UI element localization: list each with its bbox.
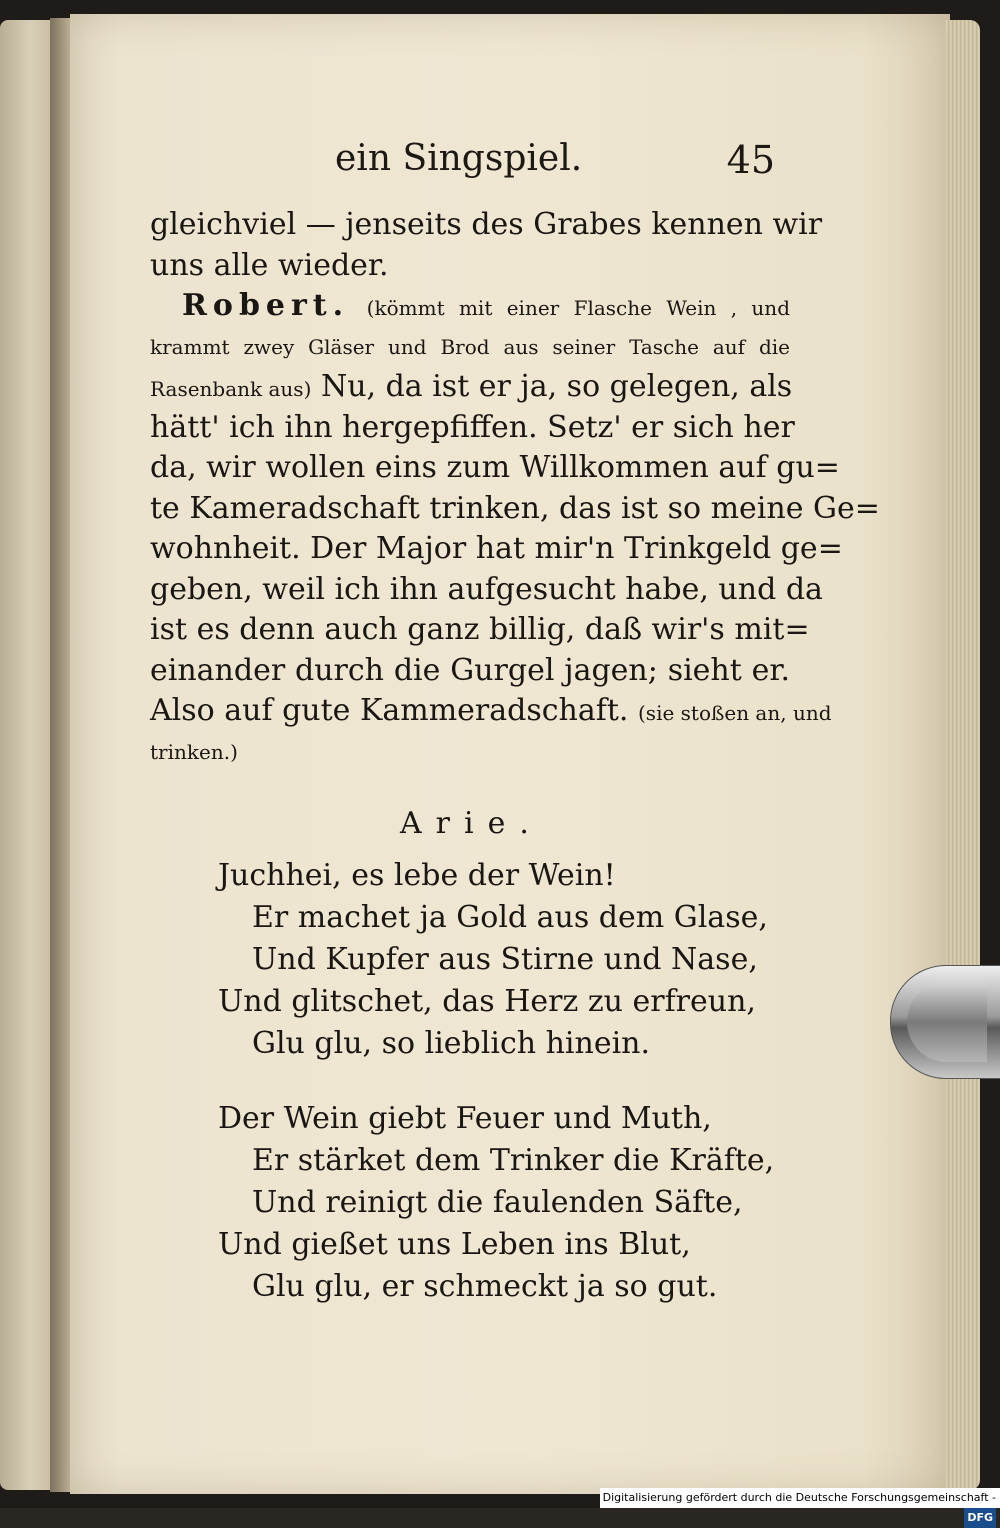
text-line: geben, weil ich ihn aufgesucht habe, und da [150,571,823,607]
verse-line: Und glitschet, das Herz zu erfreun, [218,984,756,1019]
stage-direction: trinken.) [150,739,238,764]
verse-line: Und Kupfer aus Stirne und Nase, [252,942,758,977]
verse-line: Er stärket dem Trinker die Kräfte, [252,1143,775,1178]
verse-stanza [218,1098,774,1308]
dialogue-text: Also auf gute Kammeradschaft. [150,693,629,728]
body-text [150,205,880,772]
page-number: 45 [726,138,775,182]
verse-line: Der Wein giebt Feuer und Muth, [218,1101,712,1136]
text-line: te Kameradschaft trinken, das ist so meine Ge= [150,490,880,526]
verse-line: Glu glu, so lieblich hinein. [252,1026,651,1061]
page-header [335,138,775,188]
verse-line: Glu glu, er schmeckt ja so gut. [252,1269,718,1304]
text-line: wohnheit. Der Major hat mir'n Trinkgeld ge= [150,531,843,566]
page-clip [890,965,1000,1079]
verse-line: Und gießet uns Leben ins Blut, [218,1227,691,1262]
verse-stanza [218,855,768,1065]
stage-direction-line [150,286,790,327]
stage-direction: (sie stoßen an, und [638,701,832,725]
digitization-credit [600,1488,1000,1524]
text-line: da, wir wollen eins zum Willkommen auf gu= [150,450,840,485]
page-edges [945,20,980,1490]
text-line [150,367,793,408]
stage-direction: Rasenbank aus) [150,377,312,401]
verse-line: Und reinigt die faulenden Säfte, [252,1185,743,1220]
aria-title: Arie. [400,806,543,841]
page-clip-inner [907,982,987,1062]
dialogue-text: Nu, da ist er ja, so gelegen, als [320,369,793,404]
text-line: uns alle wieder. [150,247,389,283]
text-line: gleichviel — jenseits des Grabes kennen wir [150,207,823,242]
verse-line: Er machet ja Gold aus dem Glase, [252,900,768,935]
running-head: ein Singspiel. [335,138,583,179]
dfg-logo: DFG [964,1508,996,1528]
text-line: hätt' ich ihn hergepfiffen. Setz' er sich her [150,409,795,445]
speaker-name: Robert. [182,288,350,323]
stage-direction: (kömmt mit einer Flasche Wein , und [366,296,790,320]
text-line: ist es denn auch ganz billig, daß wir's mit= [150,612,810,647]
credit-text: Digitalisierung gefördert durch die Deutsche Forschungsgemeinschaft - [602,1491,996,1504]
verse-line: Juchhei, es lebe der Wein! [218,858,616,893]
stage-direction: krammt zwey Gläser und Brod aus seiner Tasche auf die [150,334,790,359]
text-line [150,691,832,732]
text-line: einander durch die Gurgel jagen; sieht er. [150,652,790,688]
